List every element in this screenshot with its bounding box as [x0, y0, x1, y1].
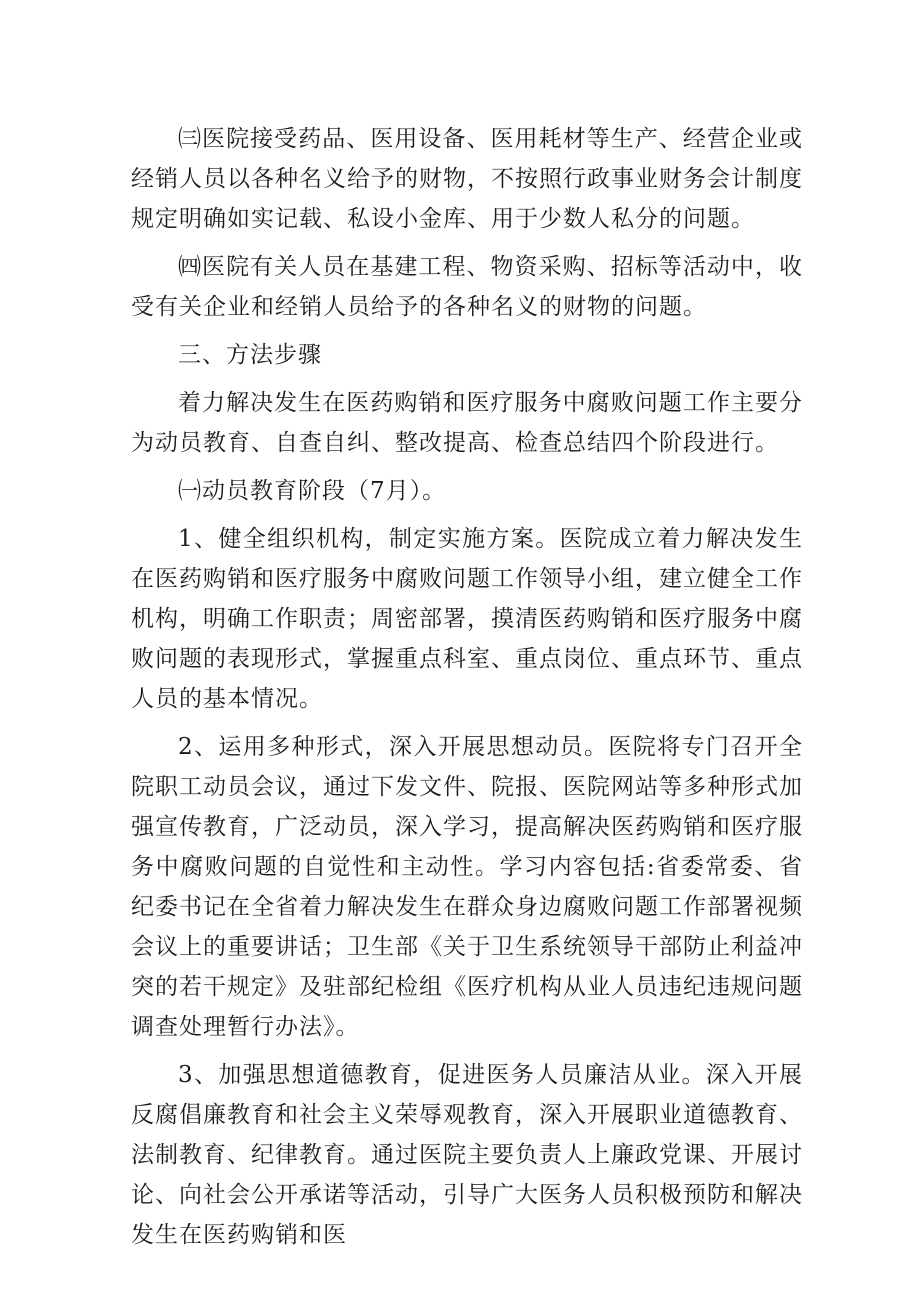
paragraph-item-3: ㈢医院接受药品、医用设备、医用耗材等生产、经营企业或经销人员以各种名义给予的财物，不按照行政事业财务会计制度规定明确如实记载、私设小金库、用于少数人私分的问题。 — [131, 126, 803, 232]
document-body — [131, 119, 803, 1263]
paragraph-intro: 着力解决发生在医药购销和医疗服务中腐败问题工作主要分为动员教育、自查自纠、整改提高、检查总结四个阶段进行。 — [131, 390, 803, 456]
paragraph-step-2: 2、运用多种形式，深入开展思想动员。医院将专门召开全院职工动员会议，通过下发文件、院报、医院网站等多种形式加强宣传教育，广泛动员，深入学习，提高解决医药购销和医疗服务中腐败问题的自觉性和主动性。学习内容包括:省委常委、省纪委书记在全省着力解决发生在群众身边腐败问题工作部署视频会议上的重要讲话；卫生部《关于卫生系统领导干部防止利益冲突的若干规定》及驻部纪检组《医疗机构从业人员违纪违规问题调查处理暂行办法》。 — [131, 734, 803, 1040]
paragraph-item-4: ㈣医院有关人员在基建工程、物资采购、招标等活动中，收受有关企业和经销人员给予的各种名义的财物的问题。 — [131, 254, 803, 320]
paragraph-step-1: 1、健全组织机构，制定实施方案。医院成立着力解决发生在医药购销和医疗服务中腐败问题工作领导小组，建立健全工作机构，明确工作职责；周密部署，摸清医药购销和医疗服务中腐败问题的表现形式，掌握重点科室、重点岗位、重点环节、重点人员的基本情况。 — [131, 526, 803, 712]
paragraph-step-3: 3、加强思想道德教育，促进医务人员廉洁从业。深入开展反腐倡廉教育和社会主义荣辱观教育，深入开展职业道德教育、法制教育、纪律教育。通过医院主要负责人上廉政党课、开展讨论、向社会公开承诺等活动，引导广大医务人员积极预防和解决发生在医药购销和医 — [131, 1062, 803, 1248]
section-heading-methods: 三、方法步骤 — [178, 342, 322, 368]
subheading-stage-1: ㈠动员教育阶段（7月）。 — [178, 478, 447, 504]
